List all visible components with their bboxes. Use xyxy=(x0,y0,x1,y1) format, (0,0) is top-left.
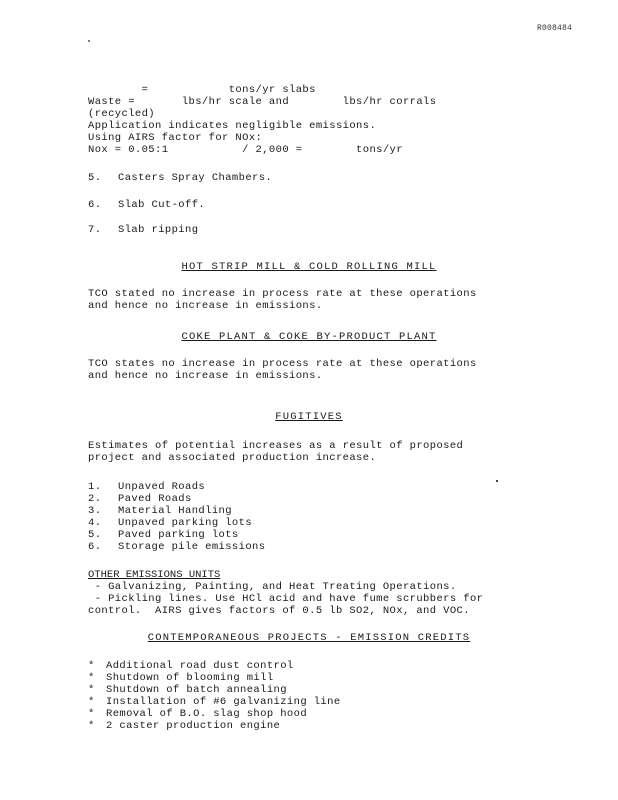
list-item xyxy=(88,493,192,505)
text-line: TCO states no increase in process rate at these operations xyxy=(88,358,477,370)
list-text: Unpaved Roads xyxy=(118,481,206,493)
list-text: Slab Cut-off. xyxy=(118,199,206,211)
list-text: Unpaved parking lots xyxy=(118,517,253,529)
list-text: Shutdown of batch annealing xyxy=(106,684,287,696)
text-line: project and associated production increase. xyxy=(88,452,377,464)
list-item xyxy=(88,505,232,517)
list-number: 3. xyxy=(88,505,102,517)
text-line: Waste = lbs/hr scale and lbs/hr corrals xyxy=(88,96,437,108)
list-item xyxy=(88,529,239,541)
list-text: Removal of B.O. slag shop hood xyxy=(106,708,308,720)
text-line: and hence no increase in emissions. xyxy=(88,370,323,382)
list-text: Slab ripping xyxy=(118,224,199,236)
list-text: 2 caster production engine xyxy=(106,720,281,732)
text-line: - Galvanizing, Painting, and Heat Treating Operations. xyxy=(88,581,457,593)
list-text: Installation of #6 galvanizing line xyxy=(106,696,341,708)
text-line: Application indicates negligible emissions. xyxy=(88,120,377,132)
page-speck xyxy=(496,480,498,482)
list-text: Paved Roads xyxy=(118,493,192,505)
list-number: 2. xyxy=(88,493,102,505)
list-text: Shutdown of blooming mill xyxy=(106,672,274,684)
text-line: TCO stated no increase in process rate at these operations xyxy=(88,288,477,300)
list-bullet: * xyxy=(88,720,95,732)
text-line: Estimates of potential increases as a result of proposed xyxy=(88,440,464,452)
list-item xyxy=(88,672,274,684)
document-id: R008484 xyxy=(536,24,572,33)
page-speck xyxy=(88,40,90,42)
list-item xyxy=(88,708,307,720)
list-bullet: * xyxy=(88,708,95,720)
list-item xyxy=(88,481,205,493)
list-number: 5. xyxy=(88,529,102,541)
section-heading-hot-strip: HOT STRIP MILL & COLD ROLLING MILL xyxy=(181,261,437,273)
list-item xyxy=(88,224,198,236)
list-item xyxy=(88,172,272,184)
section-heading-contemporaneous: CONTEMPORANEOUS PROJECTS - EMISSION CREDITS xyxy=(147,632,471,644)
text-line: - Pickling lines. Use HCl acid and have fume scrubbers for xyxy=(88,593,484,605)
list-number: 5. xyxy=(88,172,102,184)
list-item xyxy=(88,696,341,708)
list-item xyxy=(88,199,205,211)
text-line: and hence no increase in emissions. xyxy=(88,300,323,312)
list-number: 7. xyxy=(88,224,102,236)
list-bullet: * xyxy=(88,684,95,696)
list-text: Additional road dust control xyxy=(106,660,294,672)
list-bullet: * xyxy=(88,696,95,708)
list-item xyxy=(88,684,287,696)
list-text: Paved parking lots xyxy=(118,529,239,541)
text-line: Nox = 0.05:1 / 2,000 = tons/yr xyxy=(88,144,403,156)
list-item xyxy=(88,660,294,672)
list-text: Material Handling xyxy=(118,505,232,517)
list-number: 6. xyxy=(88,541,102,553)
list-text: Storage pile emissions xyxy=(118,541,266,553)
section-heading-other-units: OTHER EMISSIONS UNITS xyxy=(88,569,221,581)
text-line: control. AIRS gives factors of 0.5 lb SO2, NOx, and VOC. xyxy=(88,605,470,617)
section-heading-fugitives: FUGITIVES xyxy=(275,411,343,423)
list-number: 1. xyxy=(88,481,102,493)
list-item xyxy=(88,517,252,529)
text-line: (recycled) xyxy=(88,108,156,120)
list-bullet: * xyxy=(88,660,95,672)
list-item xyxy=(88,720,280,732)
list-number: 4. xyxy=(88,517,102,529)
section-heading-coke-plant: COKE PLANT & COKE BY-PRODUCT PLANT xyxy=(181,331,437,343)
list-text: Casters Spray Chambers. xyxy=(118,172,273,184)
list-bullet: * xyxy=(88,672,95,684)
text-line: Using AIRS factor for NOx: xyxy=(88,132,263,144)
list-number: 6. xyxy=(88,199,102,211)
text-line: = tons/yr slabs xyxy=(88,84,316,96)
list-item xyxy=(88,541,265,553)
